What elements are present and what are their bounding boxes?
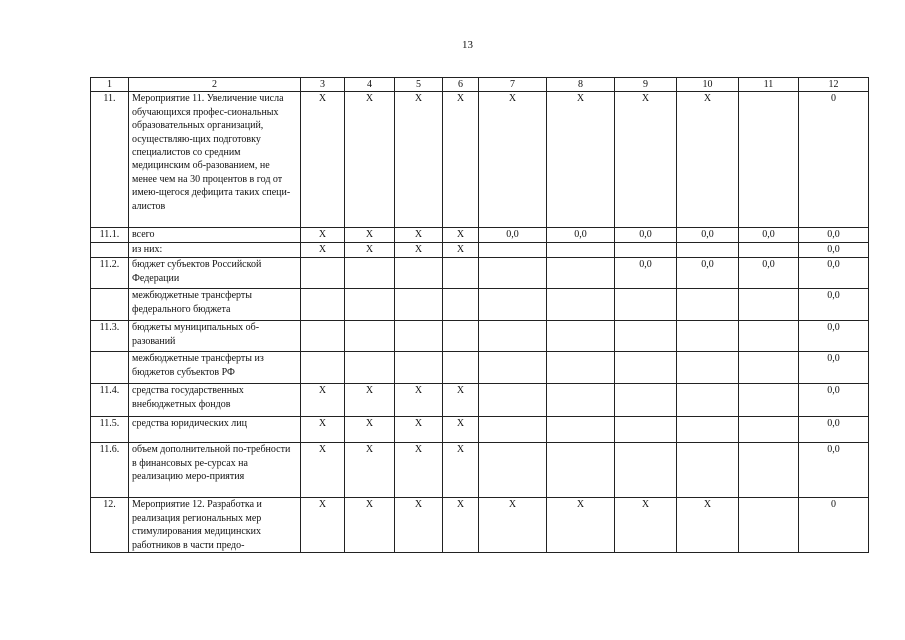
value-cell: X	[345, 498, 395, 553]
header-cell: 5	[395, 78, 443, 92]
row-number-cell	[91, 289, 129, 321]
value-cell	[479, 289, 547, 321]
value-cell: 0,0	[479, 228, 547, 243]
row-number-cell: 11.	[91, 92, 129, 228]
value-cell: X	[301, 228, 345, 243]
header-cell: 7	[479, 78, 547, 92]
value-cell: 0,0	[799, 384, 869, 417]
value-cell	[443, 321, 479, 352]
value-cell	[615, 289, 677, 321]
value-cell	[547, 258, 615, 289]
table-row	[91, 417, 869, 443]
value-cell: X	[395, 443, 443, 498]
row-number-cell	[91, 352, 129, 384]
value-cell	[395, 289, 443, 321]
value-cell	[301, 258, 345, 289]
value-cell: 0,0	[615, 228, 677, 243]
header-cell: 2	[129, 78, 301, 92]
value-cell	[479, 258, 547, 289]
header-cell: 3	[301, 78, 345, 92]
header-cell: 11	[739, 78, 799, 92]
value-cell: X	[345, 92, 395, 228]
value-cell	[479, 243, 547, 258]
value-cell	[739, 443, 799, 498]
value-cell	[395, 258, 443, 289]
value-cell	[615, 352, 677, 384]
value-cell	[739, 243, 799, 258]
value-cell: X	[345, 417, 395, 443]
value-cell	[395, 352, 443, 384]
header-cell: 8	[547, 78, 615, 92]
value-cell: X	[443, 498, 479, 553]
value-cell	[547, 443, 615, 498]
value-cell	[739, 417, 799, 443]
value-cell	[615, 417, 677, 443]
value-cell: 0	[799, 92, 869, 228]
value-cell: 0,0	[547, 228, 615, 243]
value-cell: X	[345, 384, 395, 417]
row-number-cell: 11.1.	[91, 228, 129, 243]
value-cell: 0,0	[677, 228, 739, 243]
row-description-cell: бюджет субъектов Российской Федерации	[129, 258, 301, 289]
value-cell: X	[677, 92, 739, 228]
row-description-cell: средства юридических лиц	[129, 417, 301, 443]
value-cell: X	[443, 92, 479, 228]
value-cell	[615, 243, 677, 258]
row-number-cell	[91, 243, 129, 258]
value-cell: X	[345, 443, 395, 498]
row-number-cell: 12.	[91, 498, 129, 553]
value-cell	[739, 321, 799, 352]
value-cell: X	[443, 443, 479, 498]
value-cell	[301, 352, 345, 384]
table-row	[91, 243, 869, 258]
value-cell	[443, 289, 479, 321]
row-description-cell: Мероприятие 11. Увеличение числа обучающихся профес-сиональных образовательных организаций, осуществляю-щих подготовку специалистов со средним медицинским об-разованием, не менее чем на 30 процентов в год от имею-щегося дефицита таких специ-алистов	[129, 92, 301, 228]
value-cell: X	[443, 243, 479, 258]
value-cell: X	[443, 228, 479, 243]
row-description-cell: из них:	[129, 243, 301, 258]
header-cell: 10	[677, 78, 739, 92]
table-row	[91, 352, 869, 384]
value-cell	[479, 443, 547, 498]
table-body	[91, 78, 869, 553]
value-cell: 0,0	[799, 258, 869, 289]
row-description-cell: межбюджетные трансферты из бюджетов субъектов РФ	[129, 352, 301, 384]
value-cell	[615, 384, 677, 417]
value-cell	[615, 443, 677, 498]
value-cell: 0,0	[799, 289, 869, 321]
row-description-cell: всего	[129, 228, 301, 243]
value-cell	[547, 352, 615, 384]
value-cell	[677, 384, 739, 417]
value-cell: X	[615, 92, 677, 228]
table-row	[91, 384, 869, 417]
value-cell: X	[395, 243, 443, 258]
value-cell	[547, 289, 615, 321]
page-number: 13	[462, 39, 473, 51]
value-cell: X	[301, 417, 345, 443]
table-row	[91, 92, 869, 228]
value-cell	[547, 384, 615, 417]
row-number-cell: 11.3.	[91, 321, 129, 352]
value-cell	[615, 321, 677, 352]
table-row	[91, 321, 869, 352]
value-cell: X	[479, 498, 547, 553]
value-cell	[301, 289, 345, 321]
header-cell: 6	[443, 78, 479, 92]
row-description-cell: средства государственных внебюджетных фондов	[129, 384, 301, 417]
value-cell: X	[443, 384, 479, 417]
value-cell	[443, 352, 479, 384]
row-description-cell: бюджеты муниципальных об-разований	[129, 321, 301, 352]
header-cell: 4	[345, 78, 395, 92]
value-cell	[479, 352, 547, 384]
table-row	[91, 258, 869, 289]
financing-table	[90, 77, 869, 553]
value-cell: X	[615, 498, 677, 553]
value-cell: 0	[799, 498, 869, 553]
value-cell: 0,0	[677, 258, 739, 289]
header-cell: 1	[91, 78, 129, 92]
value-cell: X	[301, 443, 345, 498]
value-cell: X	[345, 243, 395, 258]
value-cell: X	[547, 498, 615, 553]
value-cell: 0,0	[799, 243, 869, 258]
row-description-cell: объем дополнительной по-требности в финансовых ре-сурсах на реализацию меро-приятия	[129, 443, 301, 498]
value-cell	[677, 417, 739, 443]
value-cell: 0,0	[739, 228, 799, 243]
row-number-cell: 11.4.	[91, 384, 129, 417]
value-cell	[677, 352, 739, 384]
value-cell	[479, 321, 547, 352]
value-cell: X	[395, 384, 443, 417]
value-cell	[479, 417, 547, 443]
value-cell	[345, 321, 395, 352]
value-cell	[677, 243, 739, 258]
table-row	[91, 443, 869, 498]
value-cell	[739, 498, 799, 553]
value-cell	[395, 321, 443, 352]
value-cell	[547, 321, 615, 352]
value-cell: 0,0	[799, 228, 869, 243]
header-cell: 9	[615, 78, 677, 92]
value-cell	[739, 384, 799, 417]
table-row	[91, 289, 869, 321]
value-cell	[739, 289, 799, 321]
value-cell	[547, 417, 615, 443]
value-cell: 0,0	[799, 352, 869, 384]
value-cell: X	[345, 228, 395, 243]
value-cell: X	[443, 417, 479, 443]
value-cell: X	[395, 498, 443, 553]
value-cell: X	[395, 92, 443, 228]
value-cell	[739, 352, 799, 384]
table-row	[91, 498, 869, 553]
row-number-cell: 11.2.	[91, 258, 129, 289]
value-cell	[345, 289, 395, 321]
value-cell	[677, 321, 739, 352]
value-cell	[345, 258, 395, 289]
value-cell: 0,0	[615, 258, 677, 289]
value-cell	[677, 289, 739, 321]
value-cell: 0,0	[799, 443, 869, 498]
value-cell: X	[395, 417, 443, 443]
row-description-cell: межбюджетные трансферты федерального бюджета	[129, 289, 301, 321]
value-cell	[443, 258, 479, 289]
row-number-cell: 11.5.	[91, 417, 129, 443]
value-cell: X	[479, 92, 547, 228]
value-cell	[547, 243, 615, 258]
header-row	[91, 78, 869, 92]
header-cell: 12	[799, 78, 869, 92]
value-cell	[479, 384, 547, 417]
value-cell: 0,0	[799, 417, 869, 443]
value-cell: X	[301, 384, 345, 417]
value-cell	[677, 443, 739, 498]
table-row	[91, 228, 869, 243]
value-cell: X	[547, 92, 615, 228]
value-cell: X	[301, 92, 345, 228]
row-number-cell: 11.6.	[91, 443, 129, 498]
value-cell: 0,0	[739, 258, 799, 289]
value-cell	[345, 352, 395, 384]
value-cell: X	[395, 228, 443, 243]
value-cell: X	[301, 498, 345, 553]
value-cell	[739, 92, 799, 228]
row-description-cell: Мероприятие 12. Разработка и реализация региональных мер стимулирования медицинских работников в части предо-	[129, 498, 301, 553]
value-cell	[301, 321, 345, 352]
value-cell: X	[677, 498, 739, 553]
value-cell: 0,0	[799, 321, 869, 352]
value-cell: X	[301, 243, 345, 258]
